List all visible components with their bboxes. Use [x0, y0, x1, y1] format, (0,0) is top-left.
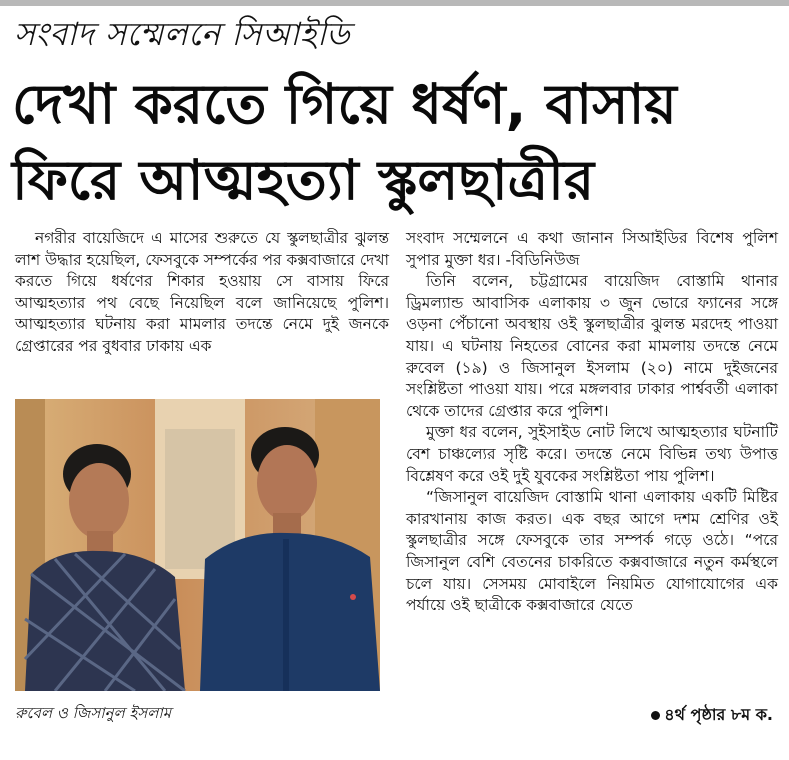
right-paragraph-3: মুক্তা ধর বলেন, সুইসাইড নোট লিখে আত্মহত্যার ঘটনাটি বেশ চাঞ্চল্যের সৃষ্টি করে। তদন্তে নেমে বিভিন্ন তথ্য উপাত্ত বিশ্লেষণ করে ওই দুই যুবকের সংশ্লিষ্টতা পায় পুলিশ। [406, 423, 778, 485]
continuation-note [651, 702, 773, 729]
photo-caption: রুবেল ও জিসানুল ইসলাম [15, 704, 172, 722]
continuation-text: ৪র্থ পৃষ্ঠার ৮ম ক. [664, 705, 773, 724]
bullet-icon [651, 711, 660, 720]
photo-two-men [15, 399, 380, 691]
right-paragraph-4: “জিসানুল বায়েজিদ বোস্তামি থানা এলাকায় একটি মিষ্টির কারখানায় কাজ করত। এক বছর আগে দশম শ্রেণির ওই স্কুলছাত্রীর সঙ্গে ফেসবুকে তার সম্পর্ক গড়ে ওঠে। “পরে জিসানুল বেশি বেতনের চাকরিতে কক্সবাজারে নতুন কর্মস্থলে চলে যায়। সেসময় মোবাইলে নিয়মিত যোগাযোগের এক পর্যায়ে ওই ছাত্রীকে কক্সবাজারে যেতে [406, 488, 778, 615]
right-column [406, 228, 778, 617]
headline-line-2: ফিরে আত্মহত্যা স্কুলছাত্রীর [12, 148, 595, 212]
left-column [15, 228, 389, 358]
top-rule [0, 0, 789, 6]
left-paragraph: নগরীর বায়েজিদে এ মাসের শুরুতে যে স্কুলছাত্রীর ঝুলন্ত লাশ উদ্ধার হয়েছিল, ফেসবুকে সম্পর্কের পর কক্সবাজারে দেখা করতে গিয়ে ধর্ষণের শিকার হওয়ায় সে বাসায় ফিরে আত্মহত্যার পথ বেছে নিয়েছিল বলে জানিয়েছে পুলিশ। আত্মহত্যার ঘটনায় করা মামলার তদন্তে নেমে দুই জনকে গ্রেপ্তারের পর বুধবার ঢাকায় এক [15, 229, 389, 355]
headline [12, 66, 782, 218]
headline-line-1: দেখা করতে গিয়ে ধর্ষণ, বাসায় [12, 72, 677, 136]
kicker: সংবাদ সম্মেলনে সিআইডি [14, 15, 351, 53]
right-paragraph-2: তিনি বলেন, চট্টগ্রামের বায়েজিদ বোস্তামি থানার ড্রিমল্যান্ড আবাসিক এলাকায় ৩ জুন ভোরে ফ্যানের সঙ্গে ওড়না পেঁচানো অবস্থায় ওই স্কুলছাত্রীর ঝুলন্ত মরদেহ পাওয়া যায়। এ ঘটনায় নিহতের বোনের করা মামলায় তদন্তে নেমে রুবেল (১৯) ও জিসানুল ইসলাম (২০) নামে দুইজনের সংশ্লিষ্টতা পাওয়া যায়। পরে মঙ্গলবার ঢাকার পার্শ্ববর্তী এলাকা থেকে তাদের গ্রেপ্তার করে পুলিশ। [406, 272, 778, 420]
right-paragraph-1: সংবাদ সম্মেলনে এ কথা জানান সিআইডির বিশেষ পুলিশ সুপার মুক্তা ধর। -বিডিনিউজ [406, 229, 778, 269]
